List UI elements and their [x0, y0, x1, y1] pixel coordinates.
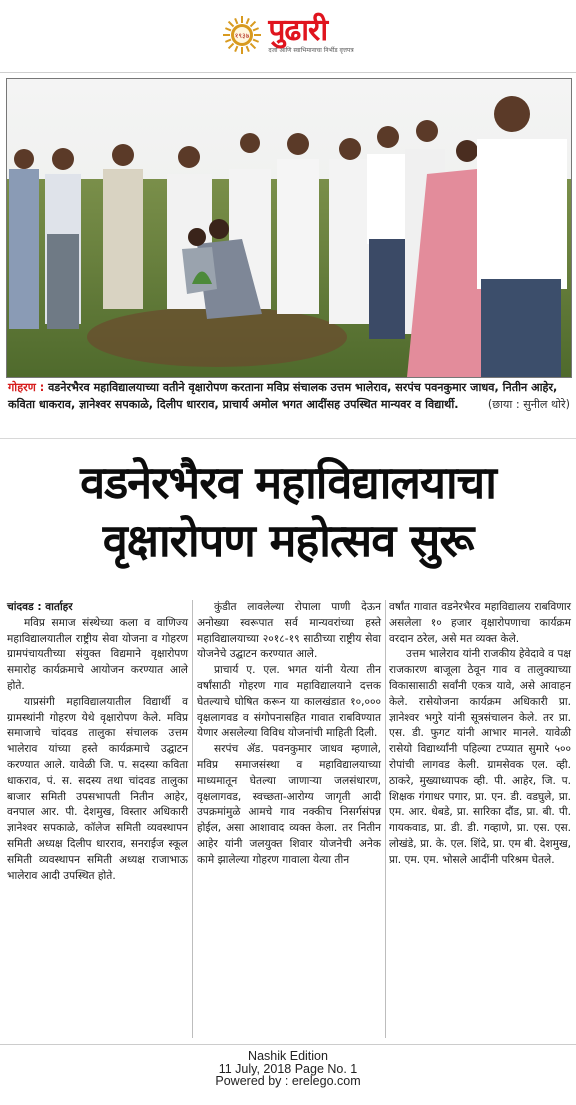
emblem-text: १९३७ — [235, 32, 250, 40]
brand-name: पुढारी — [268, 13, 328, 48]
photo-illustration — [7, 79, 571, 377]
caption-place: गोहरण : — [8, 381, 45, 394]
article-column-2 — [197, 600, 381, 869]
paragraph: वर्षांत गावात वडनेरभैरव महाविद्यालय राबविणार असलेला १० हजार वृक्षारोपणाचा कार्यक्रम वरदान ठरेल, असे मत व्यक्त केले. — [389, 601, 571, 645]
sun-emblem-icon — [222, 15, 262, 55]
article-column-3 — [389, 600, 571, 869]
powered-by-link[interactable]: Powered by : erelego.com — [215, 1074, 361, 1088]
paragraph: प्राचार्य ए. एल. भगत यांनी येत्या तीन वर्षांसाठी गोहरण गाव महाविद्यालयाने दत्तक घेतल्याचे घोषित करून या कालखंडात १०,००० वृक्षलागवड व संगोपनासहित गावात राबविण्यात येणार असलेल्या विविध योजनांची माहिती दिली. — [197, 664, 381, 740]
dateline: चांदवड : वार्ताहर — [7, 601, 73, 613]
caption-text: वडनेरभैरव महाविद्यालयाच्या वतीने वृक्षारोपण करताना मविप्र संचालक उत्तम भालेराव, सरपंच पवनकुमार जाधव, नितीन आहेर, कविता धाकराव, ज्ञानेश्वर सपकाळे, दिलीप धारराव, प्राचार्य अमोल भगत आदींसह उपस्थित मान्यवर व विद्यार्थी. — [8, 381, 558, 411]
top-divider — [0, 72, 576, 73]
headline-line-2: वृक्षारोपण महोत्सव सुरू — [102, 514, 474, 567]
paragraph: उत्तम भालेराव यांनी राजकीय हेवेदावे व पक्ष राजकारण बाजूला ठेवून गाव व तालुक्याच्या विकासासाठी सर्वांनी एकत्र यावे, असे आवाहन केले. रासेयोजना कार्यक्रम अधिकारी प्रा. ज्ञानेश्वर भगुरे यांनी सूत्रसंचालन केले. तर प्रा. एस. डी. फुगट यांनी आभार मानले. यावेळी रासेयो विद्यार्थ्यांनी पहिल्या टप्प्यात सुमारे ५०० रोपांची लागवड केली. ग्रामसेवक एल. व्ही. ठाकरे, मुख्याध्यापक व्ही. पी. आहेर, जि. प. शिक्षक गंगाधर पगार, प्रा. एन. डी. वडघुले, प्रा. एम. आर. धेबडे, प्रा. सारिका दौंड, प्रा. बी. पी. गायकवाड, प्रा. डी. डी. गव्हाणे, प्रा. एस. एस. लोखंडे, प्रा. के. एल. शिंदे, प्रा. एम बी. देशमुख, प्रा. एम. एम. भोसले आदींनी परिश्रम घेतले. — [389, 648, 571, 866]
masthead — [0, 0, 576, 70]
paragraph: सरपंच ॲड. पवनकुमार जाधव म्हणाले, मविप्र समाजसंस्था व महाविद्यालयाच्या माध्यमातून घेतल्या जाणाऱ्या जलसंधारण, वृक्षलागवड, स्वच्छता-आरोग्य जागृती आदी उपक्रमांमुळे आमचे गाव नक्कीच निसर्गसंपन्न होईल, असा आशावाद व्यक्त केला. तर नितीन आहेर यांनी जलयुक्त शिवार योजनेची अनेक कामे झालेल्या गोहरण गावाला येत्या तीन — [197, 743, 381, 866]
article-column-1 — [7, 600, 188, 884]
edition-name: Nashik Edition — [248, 1049, 328, 1063]
footer-divider — [0, 1044, 576, 1045]
edition-footer — [0, 1050, 576, 1088]
brand-tagline: दर्जा आणि स्वाभिमानाचा निर्भीड वृत्तपत्र — [268, 47, 354, 54]
edition-date: 11 July, 2018 Page No. 1 — [218, 1061, 358, 1076]
brand-logo — [268, 15, 353, 55]
photo-credit: (छाया : सुनील थोरे) — [487, 397, 570, 411]
caption-divider — [0, 438, 576, 439]
news-photo — [6, 78, 572, 378]
photo-caption — [8, 380, 570, 413]
column-divider — [385, 600, 386, 1038]
column-divider — [192, 600, 193, 1038]
paragraph: याप्रसंगी महाविद्यालयातील विद्यार्थी व ग्रामस्थांनी गोहरण येथे वृक्षारोपण केले. मविप्र समाजाचे चांदवड तालुका संचालक उत्तम भालेराव यांच्या हस्ते कार्यक्रमाचे उद्घाटन करण्यात आले. यावेळी जि. प. सदस्या कविता धाकराव, पं. स. सदस्य तथा चांदवड तालुका बाजार समिती उपसभापती नितीन आहेर, वनपाल आर. पी. देशमुख, विस्तार अधिकारी ज्ञानेश्वर सपकाळे, कॉलेज समिती व्यवस्थापन समिती अध्यक्ष दिलीप धारराव, सनराईज स्कूल समिती व्यवस्थापन समिती अध्यक्ष राजाभाऊ भालेराव आदी उपस्थित होते. — [7, 695, 188, 882]
headline — [0, 454, 576, 570]
headline-line-1: वडनेरभैरव महाविद्यालयाचा — [80, 456, 496, 509]
paragraph: कुंडीत लावलेल्या रोपाला पाणी देऊन अनोख्या स्वरूपात सर्व मान्यवरांच्या हस्ते महाविद्यालयाच्या २०१८-१९ साठीच्या राष्ट्रीय सेवा योजनेचे उद्घाटन करण्यात आले. — [197, 601, 381, 661]
paragraph: मविप्र समाज संस्थेच्या कला व वाणिज्य महाविद्यालयातील राष्ट्रीय सेवा योजना व गोहरण ग्रामपंचायतीच्या संयुक्त विद्यमाने वृक्षारोपण समारोह कार्यक्रमाचे आयोजन करण्यात आले होते. — [7, 616, 188, 692]
